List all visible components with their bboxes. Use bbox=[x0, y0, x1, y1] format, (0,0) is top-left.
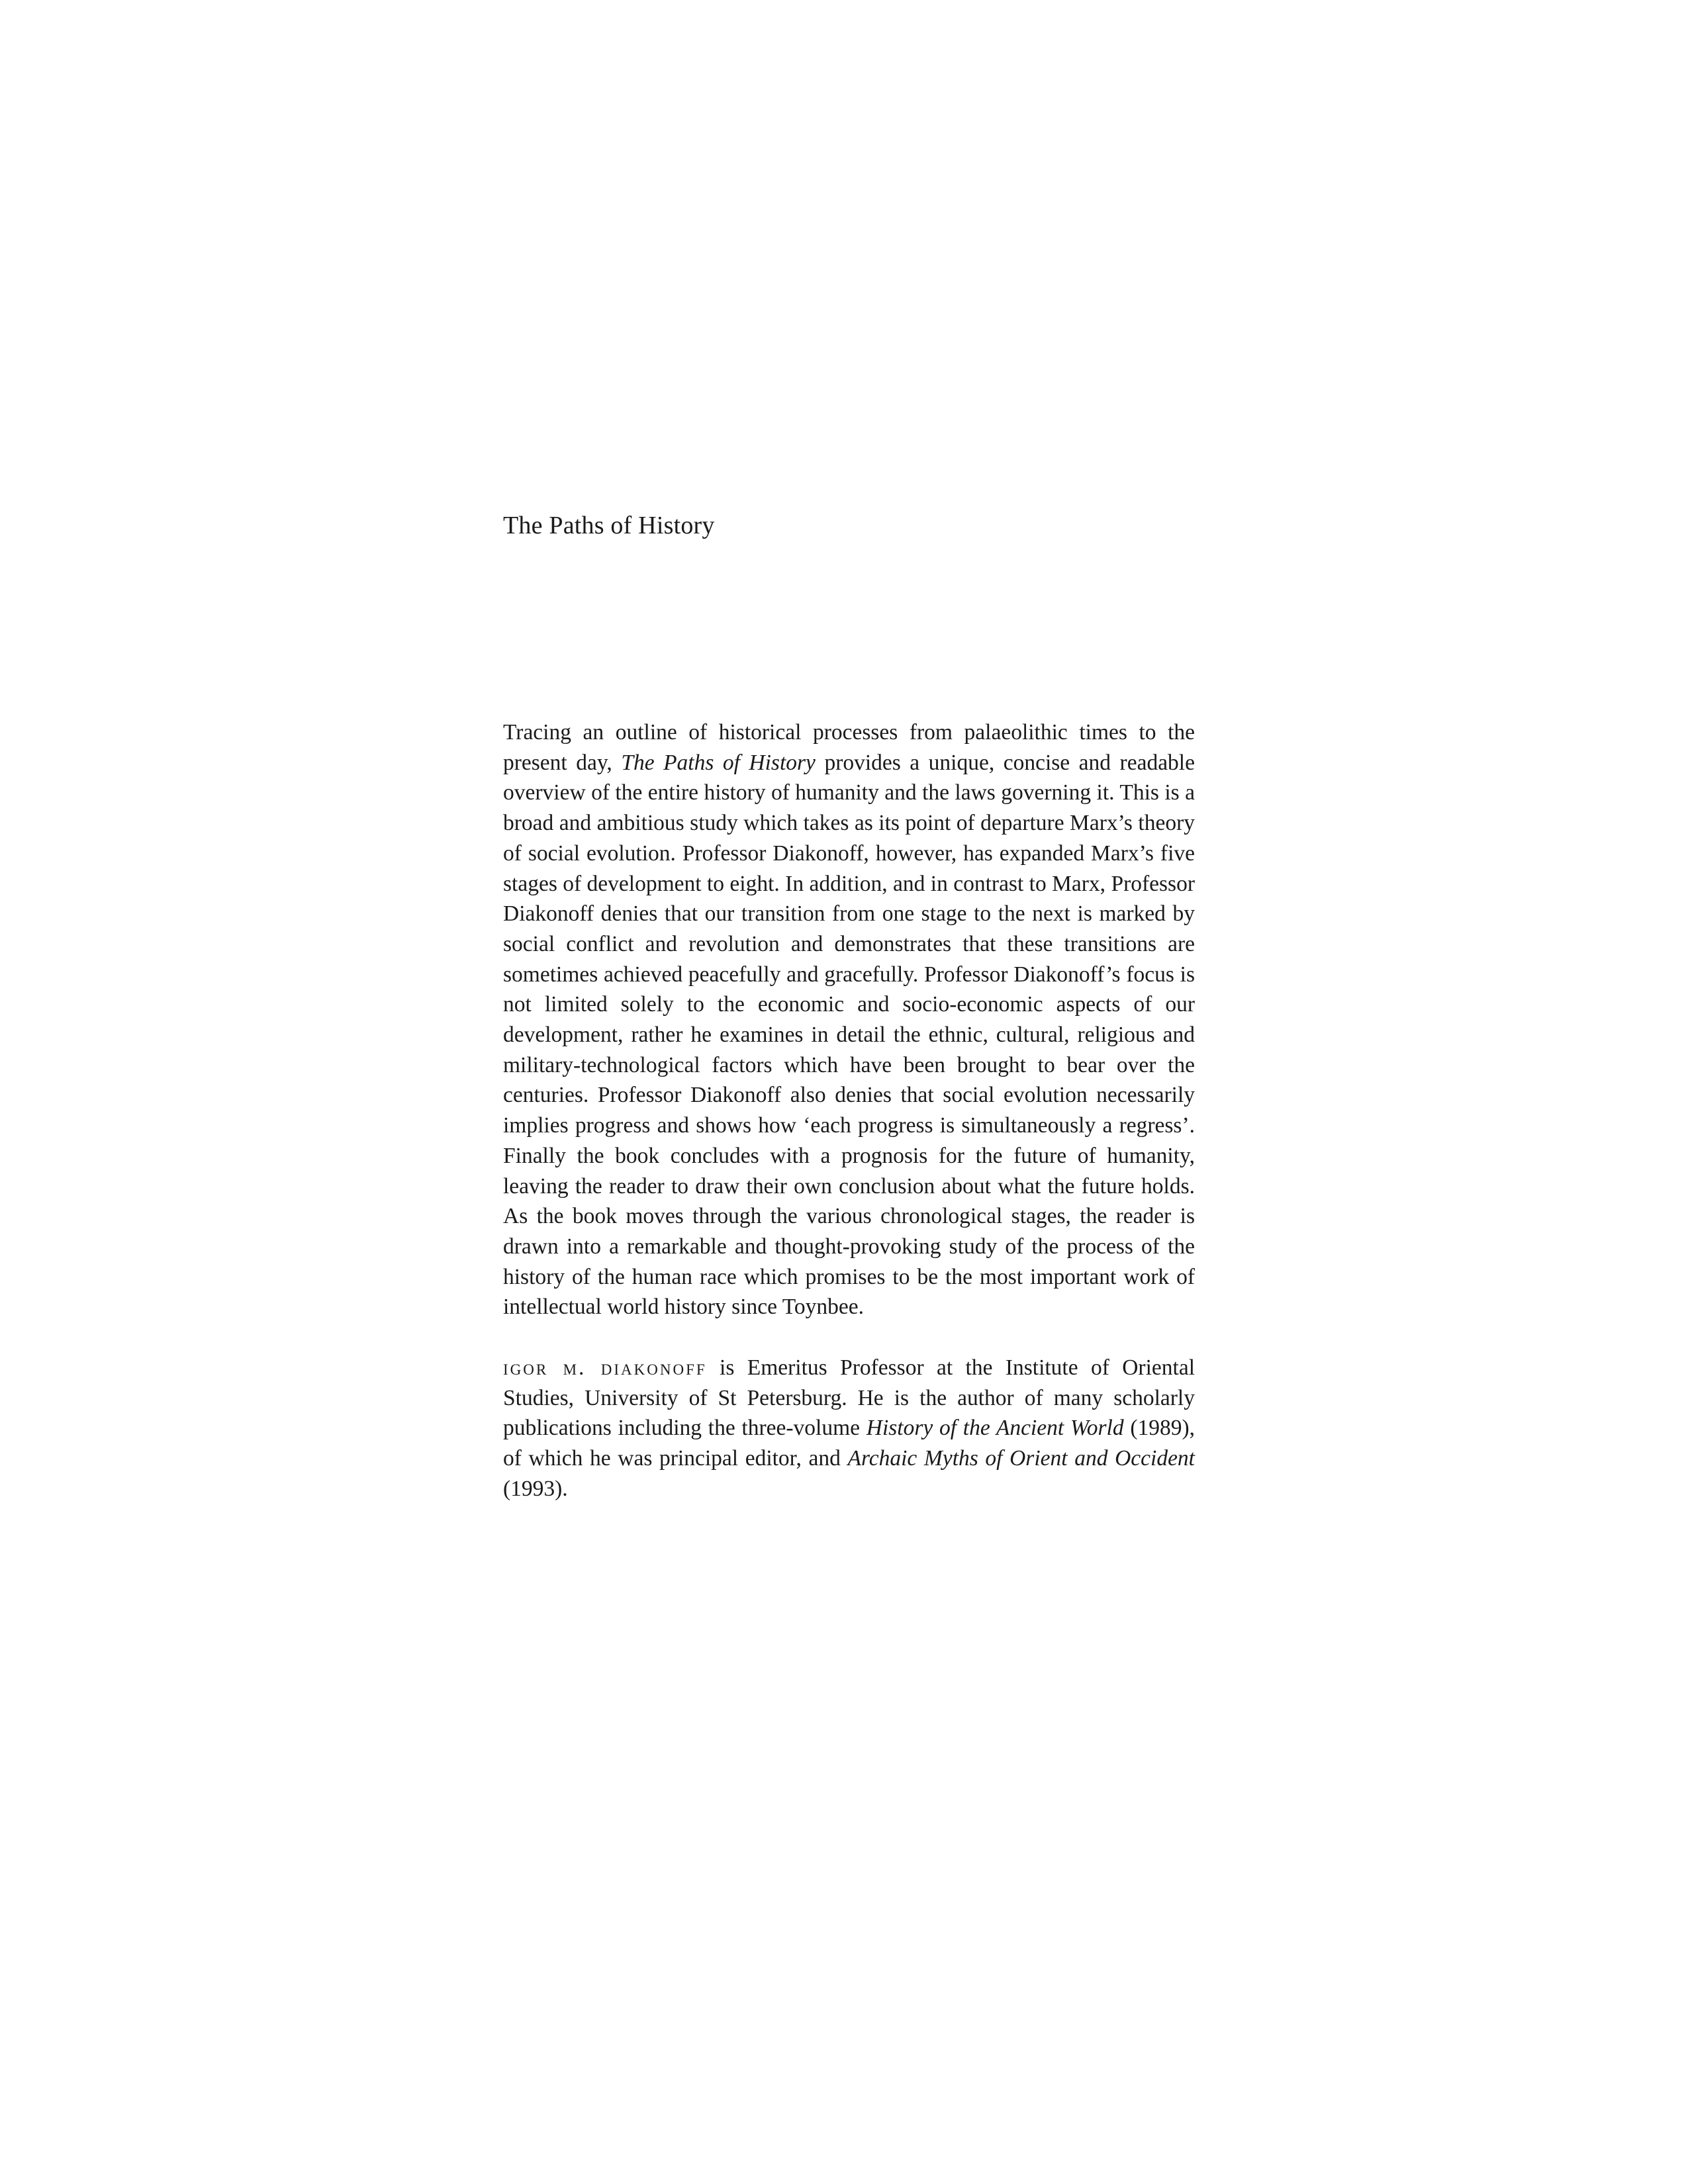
author-name: igor m. diakonoff bbox=[503, 1355, 707, 1381]
text-block bbox=[503, 717, 1195, 1504]
description-text-1: Tracing an outline of historical processes from palaeolithic times to the present day, bbox=[503, 720, 1195, 775]
book-title-italic: The Paths of History bbox=[621, 750, 816, 775]
author-bio bbox=[503, 1353, 1195, 1504]
bio-work-2: Archaic Myths of Orient and Occident bbox=[847, 1446, 1195, 1471]
page-title: The Paths of History bbox=[503, 512, 715, 539]
description-text-2: provides a unique, concise and readable overview of the entire history of humanity and the laws governing it. This is a broad and ambitious study which takes as its point of departure Marx’s theory of social evolution. Professor Diakonoff, however, has expanded Marx’s five stages of development to eight. In addition, and in contrast to Marx, Professor Diakonoff denies that our transition from one stage to the next is marked by social conflict and revolution and demonstrates that these transitions are sometimes achieved peacefully and gracefully. Professor Diakonoff’s focus is not limited solely to the economic and socio-economic aspects of our development, rather he examines in detail the ethnic, cultural, religious and military-technological factors which have been brought to bear over the centuries. Professor Diakonoff also denies that social evolution necessarily implies progress and shows how ‘each progress is simultaneously a regress’. Finally the book concludes with a prognosis for the future of humanity, leaving the reader to draw their own conclusion about what the future holds. As the book moves through the various chronological stages, the reader is drawn into a remarkable and thought-provoking study of the process of the history of the human race which promises to be the most important work of intellectual world history since Toynbee. bbox=[503, 750, 1195, 1320]
bio-text-3: (1993). bbox=[503, 1476, 568, 1501]
bio-text-2: (1989), of which he was principal editor, and bbox=[503, 1416, 1196, 1471]
bio-text-1: is Emeritus Professor at the Institute of Oriental Studies, University of St Petersburg. He is the author of many scholarly publications including the three-volume bbox=[503, 1355, 1196, 1441]
bio-work-1: History of the Ancient World bbox=[866, 1416, 1124, 1441]
book-description bbox=[503, 717, 1195, 1322]
